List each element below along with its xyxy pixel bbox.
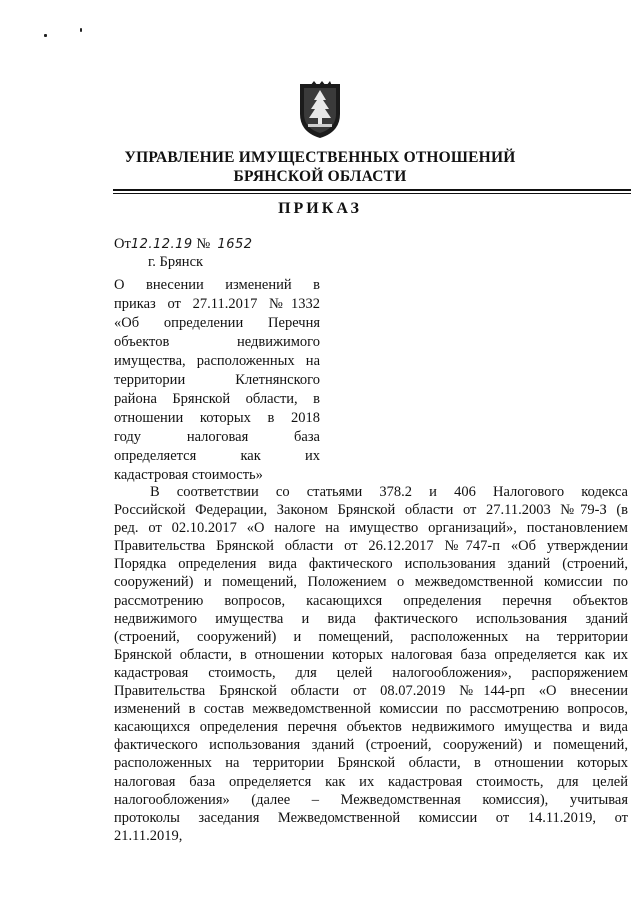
body-line: Порядка определения вида фактического использования зданий (строений,: [114, 556, 628, 573]
body-line: Правительства Брянской области от 26.12.2017 №747-п «Об утверждении: [114, 538, 628, 555]
header-divider-thin: [113, 193, 631, 194]
body-line: (строений, сооружений) и помещений, расположенных на территории: [114, 628, 628, 645]
subject-line: «Об определении Перечня: [114, 315, 320, 331]
document-title: ПРИКАЗ: [278, 200, 362, 217]
subject-line: О внесении изменений в: [114, 277, 320, 293]
body-line: Российской Федерации, Законом Брянской области от 27.11.2003 №79-З (в: [114, 502, 628, 519]
bryansk-coat-of-arms-icon: [296, 80, 344, 140]
document-city: г. Брянск: [148, 254, 204, 270]
organization-name-line1: УПРАВЛЕНИЕ ИМУЩЕСТВЕННЫХ ОТНОШЕНИЙ: [124, 149, 516, 166]
body-line: кадастровая стоимость, для целей налогообложения», распоряжением: [114, 664, 628, 681]
body-line: 21.11.2019,: [114, 827, 183, 844]
subject-line: году налоговая база: [114, 429, 320, 445]
handwritten-number: 1652: [217, 237, 253, 252]
subject-line: кадастровая стоимость»: [114, 467, 263, 483]
body-line: недвижимого имущества и вида фактического использования зданий: [114, 610, 628, 627]
organization-name-line2: БРЯНСКОЙ ОБЛАСТИ: [233, 168, 407, 185]
body-line: касающихся определения перечня объектов недвижимого имущества и вида: [114, 719, 628, 736]
body-line: налоговая база определяется как их кадастровая стоимость, для целей: [114, 773, 628, 790]
body-line: Правительства Брянской области от 08.07.2019 №144-рп «О внесении: [114, 683, 628, 700]
number-prefix: №: [196, 236, 211, 252]
date-prefix: От: [114, 236, 131, 252]
subject-line: территории Клетнянского: [114, 372, 320, 388]
subject-line: объектов недвижимого: [114, 334, 320, 350]
body-line: протоколы заседания Межведомственной комиссии от 14.11.2019, от: [114, 809, 628, 826]
subject-line: приказ от 27.11.2017 №1332: [114, 296, 320, 312]
document-subject: [114, 276, 320, 485]
body-line: рассмотрению вопросов, касающихся определения перечня объектов: [114, 592, 628, 609]
subject-line: определяется как их: [114, 448, 320, 464]
subject-line: отношении которых в 2018: [114, 410, 320, 426]
document-body: [114, 483, 628, 845]
scan-speck: [80, 28, 82, 32]
header-divider-thick: [113, 189, 631, 191]
handwritten-date: 12.12.19: [130, 237, 193, 252]
document-date-number: [114, 236, 253, 253]
scan-speck: [44, 34, 47, 37]
body-line: Брянской области, в отношении которых налоговая база определяется как их: [114, 646, 628, 663]
body-line: налогообложения» (далее – Межведомственная комиссия), учитывая: [114, 791, 628, 808]
body-line: ред. от 02.10.2017 «О налоге на имущество организаций», постановлением: [114, 520, 628, 537]
body-line: фактического использования зданий (строений, сооружений) и помещений,: [114, 737, 628, 754]
body-line: расположенных на территории Брянской области, в отношении которых: [114, 755, 628, 772]
body-line: сооружений) и помещений, Положением о межведомственной комиссии по: [114, 574, 628, 591]
body-line: В соответствии со статьями 378.2 и 406 Налогового кодекса: [150, 484, 628, 500]
body-line: изменений в состав межведомственной комиссии по рассмотрению вопросов,: [114, 701, 628, 718]
subject-line: района Брянской области, в: [114, 391, 320, 407]
subject-line: имущества, расположенных на: [114, 353, 320, 369]
